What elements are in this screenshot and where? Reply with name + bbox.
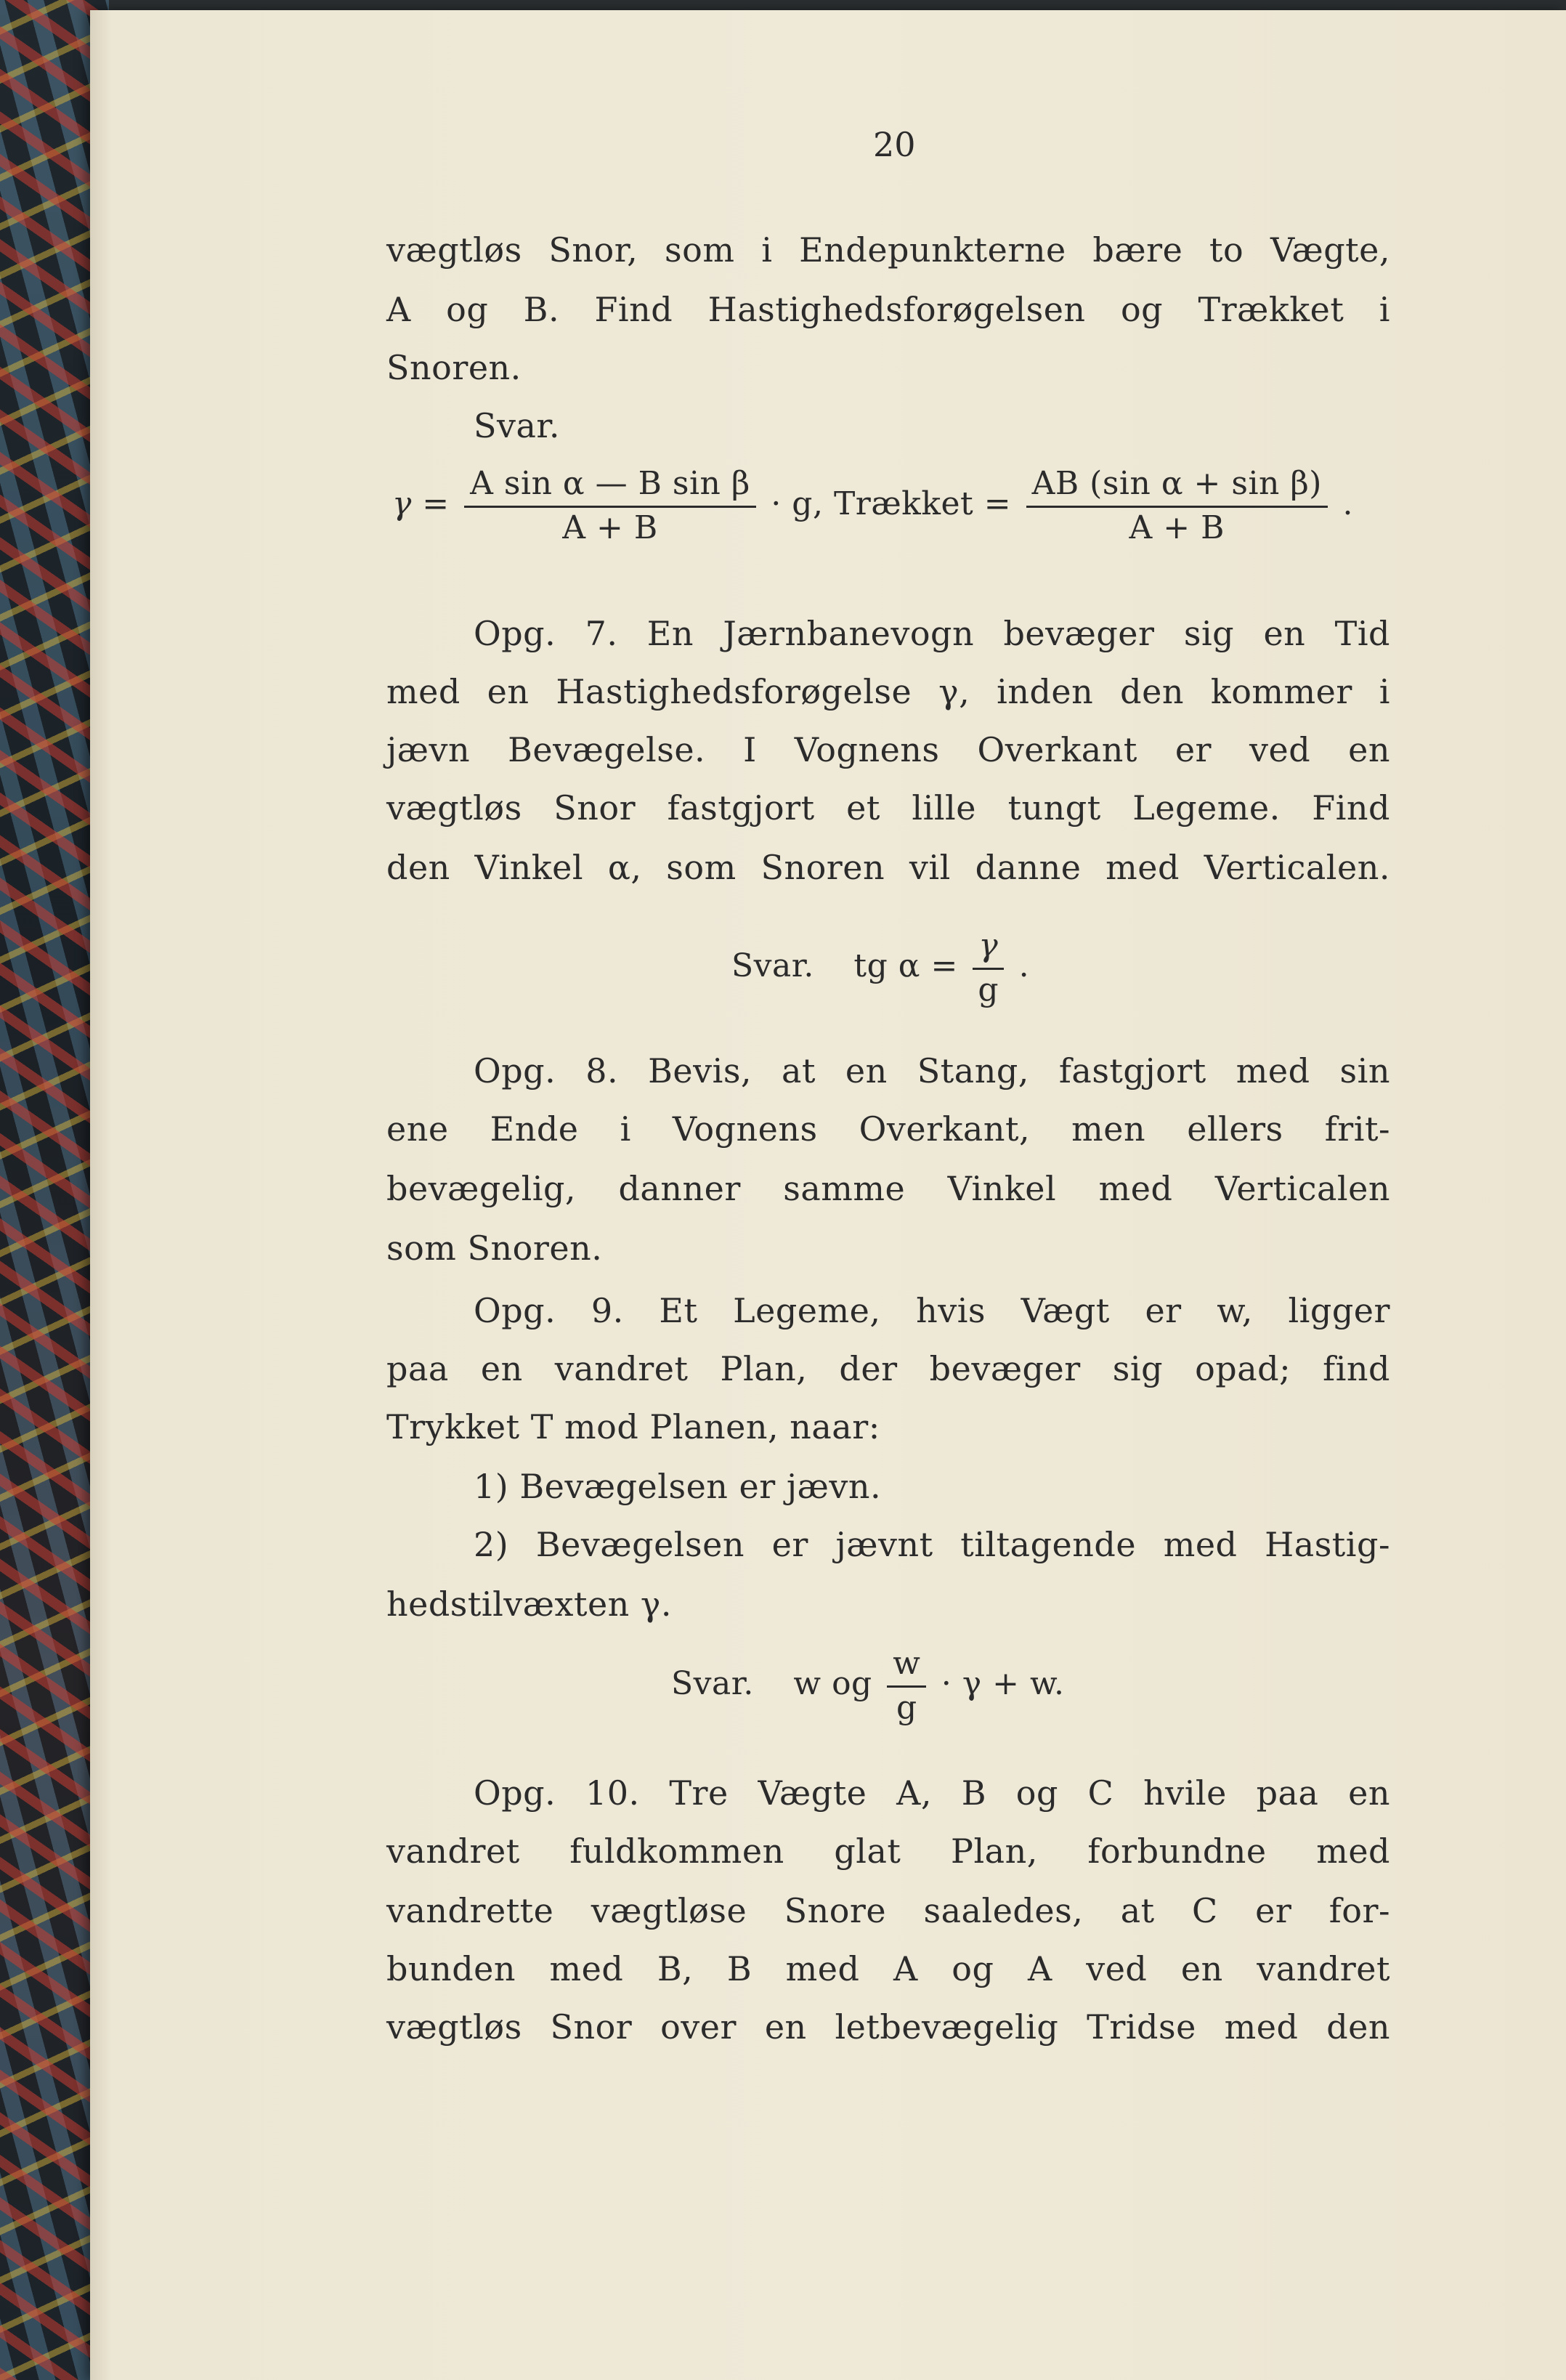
formula-end: . — [1018, 947, 1030, 984]
text-line: Opg. 9. Et Legeme, hvis Vægt er w, ligger — [474, 1291, 1390, 1330]
fraction-denominator: A + B — [562, 509, 658, 546]
text-line: Opg. 10. Tre Vægte A, B og C hvile paa en — [474, 1773, 1390, 1813]
text-line: den Vinkel α, som Snoren vil danne med Verticalen. — [386, 848, 1390, 887]
text-line: vandret fuldkommen glat Plan, forbundne med — [386, 1831, 1390, 1871]
formula-acceleration-tension — [392, 465, 1353, 547]
fraction — [464, 465, 756, 547]
fraction-denominator: g — [978, 971, 999, 1008]
fraction-denominator: A + B — [1129, 509, 1225, 546]
formula-end: . — [1342, 485, 1353, 522]
text-line: Trykket T mod Planen, naar: — [386, 1407, 880, 1446]
text-line: vægtløs Snor, som i Endepunkterne bære to Vægte, — [386, 230, 1390, 270]
text-line: Opg. 7. En Jærnbanevogn bevæger sig en Tid — [474, 614, 1390, 653]
fraction-numerator: A sin α — B sin β — [464, 465, 756, 508]
text-line: bunden med B, B med A og A ved en vandret — [386, 1949, 1390, 1988]
text-line: ene Ende i Vognens Overkant, men ellers frit- — [386, 1109, 1390, 1149]
text-line: vægtløs Snor fastgjort et lille tungt Legeme. Find — [386, 788, 1390, 827]
text-line: hedstilvæxten γ. — [386, 1584, 673, 1624]
text-line: 2) Bevægelsen er jævnt tiltagende med Hastig- — [474, 1525, 1390, 1564]
text-line: vandrette vægtløse Snore saaledes, at C er for- — [386, 1891, 1390, 1930]
formula-tg-alpha — [731, 927, 1029, 1009]
formula-middle: · g, Trækket = — [771, 485, 1012, 522]
svar-label: Svar. — [474, 406, 560, 445]
fraction — [887, 1645, 926, 1727]
text-line: paa en vandret Plan, der bevæger sig opad; find — [386, 1349, 1390, 1388]
page-number: 20 — [873, 125, 916, 164]
book-page — [90, 10, 1566, 2380]
text-line: Snoren. — [386, 348, 522, 387]
text-line: jævn Bevægelse. I Vognens Overkant er ved en — [386, 730, 1390, 769]
formula-lhs: tg α = — [853, 947, 958, 984]
fraction — [973, 927, 1004, 1009]
text-line: med en Hastighedsforøgelse γ, inden den kommer i — [386, 672, 1390, 711]
fraction-numerator: w — [887, 1645, 926, 1688]
formula-rhs: · γ + w. — [941, 1665, 1065, 1702]
svar-label: Svar. — [671, 1665, 754, 1702]
formula-lhs: w og — [793, 1665, 872, 1702]
text-line: vægtløs Snor over en letbevægelig Tridse med den — [386, 2007, 1390, 2047]
fraction-numerator: AB (sin α + sin β) — [1026, 465, 1328, 508]
text-line: Opg. 8. Bevis, at en Stang, fastgjort med sin — [474, 1051, 1390, 1090]
fraction-numerator: γ — [973, 927, 1004, 970]
formula-lhs: γ = — [392, 485, 450, 522]
formula-pressure — [671, 1645, 1064, 1727]
text-line: som Snoren. — [386, 1229, 603, 1268]
svar-label: Svar. — [731, 947, 814, 984]
text-line: bevægelig, danner samme Vinkel med Verticalen — [386, 1169, 1390, 1208]
text-line: A og B. Find Hastighedsforøgelsen og Trækket i — [386, 290, 1390, 329]
text-line: 1) Bevægelsen er jævn. — [474, 1467, 882, 1506]
fraction-denominator: g — [896, 1689, 917, 1726]
fraction — [1026, 465, 1328, 547]
